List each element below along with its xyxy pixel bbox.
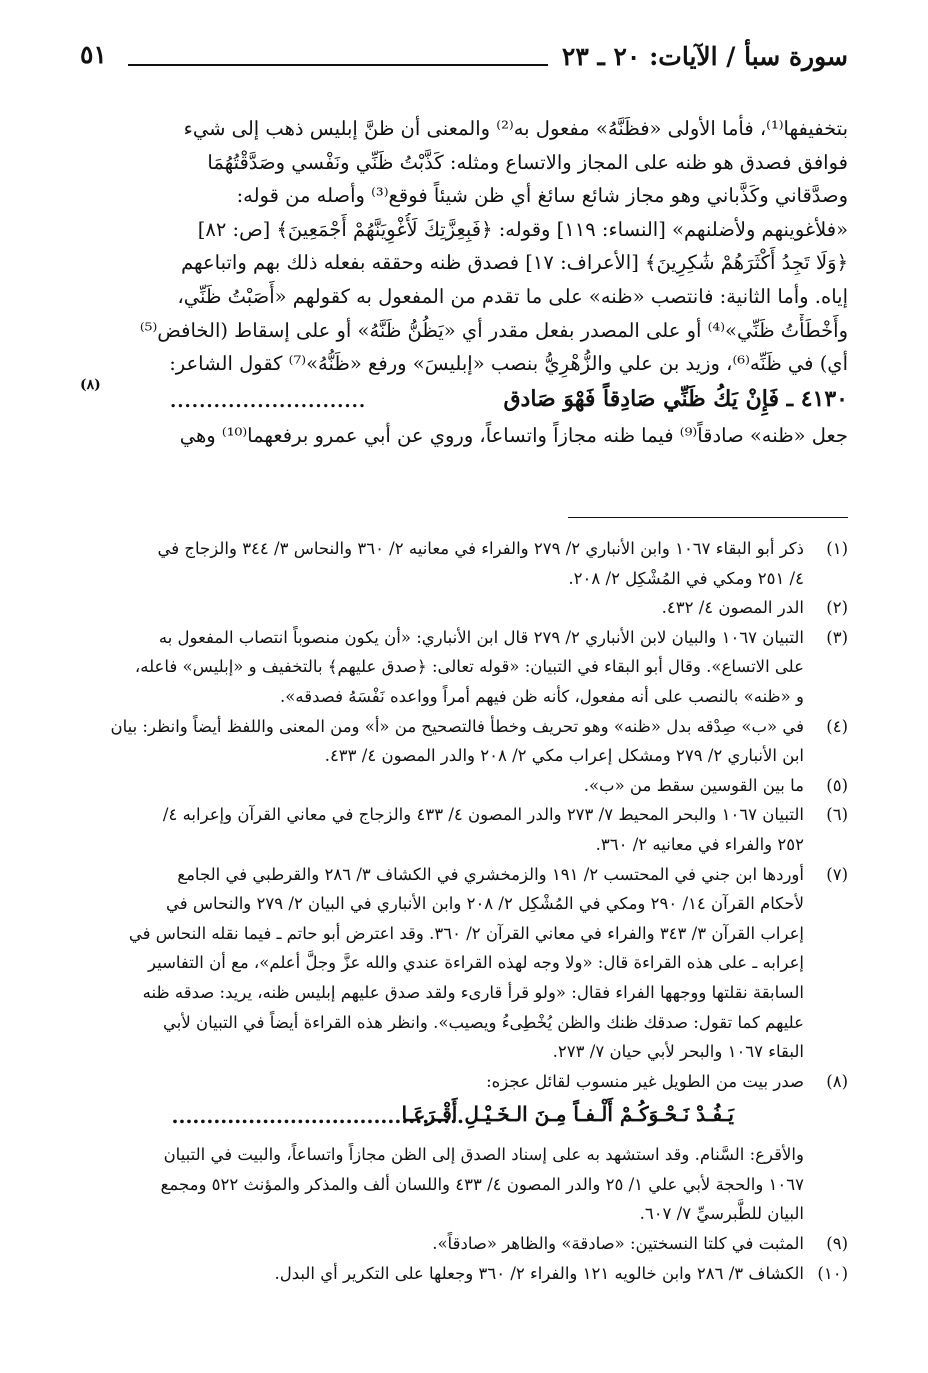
footnote-number: (٢)	[826, 598, 848, 618]
footnote-line: في «ب» صِدْقه بدل «ظنه» وهو تحريف وخطأ فالتصحيح من «أ» ومن المعنى واللفظ أيضاً وانظر: بيان	[110, 716, 804, 736]
running-title: سورة سبأ / الآيات: ٢٠ ـ ٢٣	[561, 42, 848, 71]
footnote	[80, 1259, 848, 1289]
footnote-line: إعرابه ـ على هذه القراءة قال: «ولا وجه لهذه القراءة عندي والله عزَّ وجلَّ أعلم»، مع أن التفاسير	[148, 953, 804, 973]
footnotes	[80, 534, 848, 1288]
footnote-line: والأقرع: السَّنام. وقد استشهد به على إسناد الصدق إلى الظن مجازاً واتساعاً، والبيت في التبيان	[163, 1145, 804, 1165]
footnote-number: (٤)	[826, 716, 848, 736]
text-line: جعل «ظنه» صادقاً⁽⁹⁾ فيما ظنه مجازاً واتساعاً، وروي عن أبي عمرو برفعهما⁽¹⁰⁾ وهي	[179, 423, 848, 447]
footnote-line: أوردها ابن جني في المحتسب ٢/ ١٩١ والزمخشري في الكشاف ٣/ ٢٨٦ والقرطبي في الجامع	[177, 864, 804, 884]
text-line: ﴿وَلَا تَجِدُ أَكْثَرَهُمْ شَٰكِرِينَ﴾ [الأعراف: ١٧] فصدق ظنه وحققه بفعله ذلك بهم واتباعهم	[181, 251, 848, 275]
header-rule	[128, 64, 548, 66]
footnote-separator	[568, 517, 848, 518]
text-line: إياه. وأما الثانية: فانتصب «ظنه» على ما تقدم من المفعول به كقولهم «أَصَبْتُ ظَنِّي،	[177, 284, 848, 308]
footnote-line: ما بين القوسين سقط من «ب».	[583, 775, 804, 795]
footnote-line: ١٠٦٧ والحجة لأبي علي ١/ ٢٥ والدر المصون ٤/ ٤٣٣ واللسان ألف والمذكر والمؤنث ٥٢٢ ومجمع	[160, 1174, 804, 1194]
footnote	[80, 1067, 848, 1229]
page-number: ٥١	[80, 40, 107, 69]
poem-verse	[80, 376, 848, 419]
footnote	[80, 623, 848, 712]
footnote-number: (٩)	[826, 1234, 848, 1254]
text-line: فوافق فصدق هو ظنه على المجاز والاتساع ومثله: كَذَّبْتُ ظَنِّي ونَفْسي وصَدَّقْتُهُمَا	[207, 150, 848, 174]
footnote-number: (٨)	[826, 1071, 848, 1091]
footnote-line: المثبت في كلتا النسختين: «صادقة» والظاهر «صادقاً».	[432, 1234, 804, 1254]
half-verse-text: يَـفُـدْ نَـحْـوَكُـمْ أَلْـفـاً مِـنَ الـخَـيْـلِ أَقْـرَعَـا	[401, 1102, 734, 1127]
footnote-line: و «ظنه» بالنصب على أنه مفعول، كأنه ظن فيهم أمراً وواعده نَفْسَهُ فصدقه».	[280, 686, 804, 706]
footnote-line: ذكر أبو البقاء ١٠٦٧ وابن الأنباري ٢/ ٢٧٩ والفراء في معانيه ٢/ ٣٦٠ والنحاس ٣/ ٣٤٤ والزجاج في	[157, 539, 804, 558]
main-text	[80, 112, 848, 452]
footnote-line: الكشاف ٣/ ٢٨٦ وابن خالويه ١٢١ والفراء ٢/ ٣٦٠ وجعلها على التكرير أي البدل.	[274, 1263, 804, 1283]
footnote-line: الدر المصون ٤/ ٤٣٢.	[661, 598, 804, 618]
footnote-number: (٥)	[826, 775, 848, 795]
page-header	[80, 38, 848, 78]
footnote-line: ٤/ ٢٥١ ومكي في المُشْكِل ٢/ ٢٠٨.	[568, 568, 804, 588]
footnote-number: (١٠)	[817, 1263, 848, 1283]
text-line: «فلأغوينهم ولأضلنهم» [النساء: ١١٩] وقوله: ﴿فَبِعِزَّتِكَ لَأُغْوِيَنَّهُمْ أَجْمَعِينَ﴾ [ص: ٨٢]	[197, 217, 848, 241]
verse-footnote-ref: (٨)	[80, 376, 101, 393]
footnote-line: لأحكام القرآن ١٤/ ٢٩٠ ومكي في المُشْكِل ٢/ ٢٠٨ وابن الأنباري في البيان ٢/ ٢٧٩ والنحاس في	[166, 894, 804, 914]
text-line: وصدَّقاني وكَذَّباني وهو مجاز شائع سائغ أي ظن شيئاً فوقع⁽³⁾ وأصله من قوله:	[236, 184, 848, 208]
footnote	[80, 860, 848, 1067]
footnote-number: (٧)	[826, 864, 848, 884]
half-verse	[80, 1096, 804, 1140]
footnote-line: عليهم كما تقول: صدقك ظنك والظن يُخْطِىءُ ويصيب». وانظر هذه القراءة أيضاً في التبيان لأبي	[162, 1012, 804, 1032]
footnote-number: (١)	[826, 539, 848, 558]
text-line: بتخفيفها⁽¹⁾، فأما الأولى «فظَنَّهُ» مفعول به⁽²⁾ والمعنى أن ظنَّ إبليس ذهب إلى شيء	[183, 117, 848, 140]
verse-text: ٤١٣٠ ـ فَإِنْ يَكُ ظَنِّي صَادِقاً فَهْوَ صَادق	[503, 385, 848, 412]
footnote-line: إعراب القرآن ٣/ ٣٤٣ والفراء في معاني القرآن ٢/ ٣٦٠. وقد اعترض أبو حاتم ـ فيما نقله النحاس في	[128, 923, 804, 943]
footnote	[80, 712, 848, 771]
footnote	[80, 1229, 848, 1259]
text-line: وأَخْطَأْتُ ظَنِّي»⁽⁴⁾ أو على المصدر بفعل مقدر أي «يَظُنُّ ظَنَّهُ» أو على إسقاط (الخافض⁽⁵⁾	[139, 318, 848, 342]
footnote-line: البيان للطَّبرسيِّ ٧/ ٦٠٧.	[639, 1204, 804, 1224]
footnote-line: التبيان ١٠٦٧ والبيان لابن الأنباري ٢/ ٢٧٩ قال ابن الأنباري: «أن يكون منصوباً انتصاب المفعول به	[158, 627, 804, 647]
half-verse-dots: ..........................................	[171, 1104, 464, 1129]
footnote-line: السابقة نقلتها ووجهها الفراء فقال: «ولو قرأ قارىء ولقد صدق عليهم إبليس ظنه، يريد: صدقه ظنه	[142, 982, 804, 1002]
footnote-line: ابن الأنباري ٢/ ٢٧٩ ومشكل إعراب مكي ٢/ ٢٠٨ والدر المصون ٤/ ٤٣٣.	[324, 746, 804, 766]
footnote-line: ٢٥٢ والفراء في معانيه ٢/ ٣٦٠.	[595, 834, 804, 854]
text-line: أي) في ظَنِّه⁽⁶⁾، وزيد بن علي والزُّهْرِيُّ بنصب «إبليسَ» ورفع «ظَنُّهُ»⁽⁷⁾ كقول الشاعر:	[169, 352, 848, 376]
footnote-line: صدر بيت من الطويل غير منسوب لقائل عجزه:	[486, 1071, 804, 1091]
footnote-number: (٦)	[826, 805, 848, 825]
footnote-line: على الاتساع». وقال أبو البقاء في التبيان: «قوله تعالى: ﴿صدق عليهم﴾ بالتخفيف و «إبليس» فاعله،	[134, 657, 804, 677]
footnote	[80, 800, 848, 859]
verse-dots: ...........................	[170, 390, 367, 412]
footnote	[80, 534, 848, 593]
footnote-line: التبيان ١٠٦٧ والبحر المحيط ٧/ ٢٧٣ والدر المصون ٤/ ٤٣٣ والزجاج في معاني القرآن وإعرابه ٤/	[162, 805, 804, 825]
footnote-number: (٣)	[826, 627, 848, 647]
footnote	[80, 771, 848, 801]
footnote-line: البقاء ١٠٦٧ والبحر لأبي حيان ٧/ ٢٧٣.	[552, 1042, 804, 1062]
footnote	[80, 593, 848, 623]
